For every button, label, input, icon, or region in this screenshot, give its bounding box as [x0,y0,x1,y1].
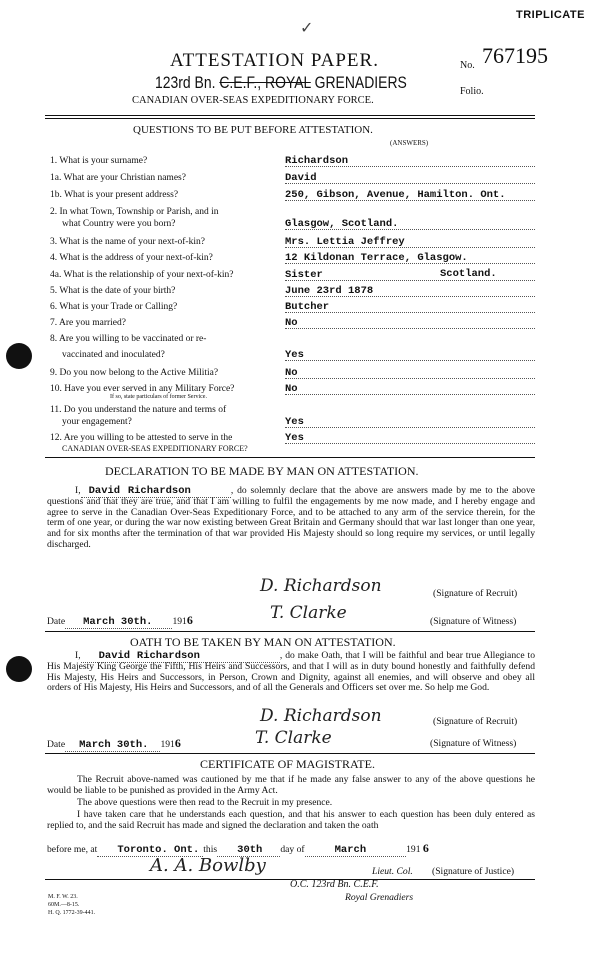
question-text: 7. Are you married? [50,318,126,328]
declaration-body: , do solemnly declare that the above are answers made by me to the above questions and that they are true, and that I am willing to fulfil the engagements by me now made, and I hereby engage and agree to serve in the Canadian Over-Seas Expeditionary Force, and to be attached to any arm of the service therein, for the term of one year, or during the war now existing between Great Britain and Germany should that war last longer than one year, and for six months after the termination of that war provided His Majesty should so long require my services, or until legally discharged. [47,485,535,550]
question-text: 9. Do you now belong to the Active Militia? [50,368,219,378]
attestation-day: 30th [217,844,280,857]
form-code: H. Q. 1772-39-441. [48,910,96,916]
answer-field: No [285,317,298,329]
number-label: No. [460,60,475,71]
attestation-month: March [305,844,407,857]
answer-field: Yes [285,432,304,444]
oath-recruit-signature-label: (Signature of Recruit) [433,716,518,727]
answer-field: Yes [285,416,304,428]
commanding-unit: Royal Grenadiers [345,892,414,903]
form-code: M. F. W. 23. [48,894,78,900]
answers-label: (ANSWERS) [390,139,429,147]
date-label: Date [47,616,66,627]
declaration-text [47,486,535,551]
question-text-cont: vaccinated and inoculated? [62,350,165,360]
question-text: 1a. What are your Christian names? [50,173,186,183]
answer-field: David [285,172,317,184]
answer-field: Mrs. Lettia Jeffrey [285,236,405,248]
unit-struck: C.E.F., ROYAL [219,73,311,92]
question-text: 10. Have you ever served in any Military Force? [50,384,235,394]
oath-year-digit: 6 [174,736,181,750]
commanding-officer: O.C. 123rd Bn. C.E.F. [290,879,379,890]
oath-date: March 30th. [65,739,160,752]
form-code: 60M.—8-15. [48,902,80,908]
punch-hole [6,656,32,682]
certificate-p2: The above questions were then read to the Recruit in my presence. [77,797,333,808]
question-text: 1b. What is your present address? [50,190,179,200]
answer-dotted-line [285,394,535,395]
declaration-date-line [47,615,193,628]
cert-year-digit: 6 [422,841,429,855]
justice-rank: Lieut. Col. [372,866,413,877]
question-text: 1. What is your surname? [50,156,148,166]
answer-field: Richardson [285,155,349,167]
unit-line [155,73,407,93]
recruit-signature-label: (Signature of Recruit) [433,588,518,599]
oath-text [47,651,535,694]
answer-dotted-line [285,360,535,361]
witness-signature-label: (Signature of Witness) [430,616,517,627]
declaration-date: March 30th. [65,616,172,629]
day-of-label: day of [280,844,305,855]
question-text: 3. What is the name of your next-of-kin? [50,237,205,247]
question-text: 4a. What is the relationship of your next-of-kin? [50,270,234,280]
oath-body: , do make Oath, that I will be faithful and bear true Allegiance to His Majesty King George the Fifth, His Heirs and Successors, and that I will as in duty bound honestly and faithfully defend His Majesty, His Heirs and Successors, in Person, Crown and Dignity, against all enemies, and will observe and obey all orders of His Majesty, His Heirs and Successors, and of all the Generals and Officers set over me. So help me God. [47,650,535,694]
answer-field: Yes [285,349,304,361]
answer-field: Glasgow, Scotland. [285,218,399,230]
question-text-cont: If so, state particulars of former Service. [110,394,207,400]
question-text: 4. What is the address of your next-of-kin? [50,253,213,263]
answer-dotted-line [285,378,535,379]
answer-field: June 23rd 1878 [285,285,374,297]
folio-label: Folio. [460,86,484,97]
witness-signature: T. Clarke [270,603,347,623]
questions-title: QUESTIONS TO BE PUT BEFORE ATTESTATION. [133,124,373,136]
justice-signature-label: (Signature of Justice) [432,866,515,877]
question-text-cont: CANADIAN OVER-SEAS EXPEDITIONARY FORCE? [62,444,248,453]
attestation-place: Toronto. Ont. [97,844,203,857]
question-text-cont: your engagement? [62,417,132,427]
answer-field: Sister [285,269,323,281]
certificate-p1: The Recruit above-named was cautioned by me that if he made any false answer to any of the above questions he would be liable to be punished as provided in the Army Act. [47,774,535,796]
certificate-p3: I have taken care that he understands each question, and that his answer to each question has been duly entered as replied to, and the said Recruit has made and signed the declaration and taken the oath [47,809,535,831]
answer-field: No [285,367,298,379]
oath-date-label: Date [47,739,66,750]
check-mark-icon: ✓ [300,20,314,37]
answer-field: 12 Kildonan Terrace, Glasgow. [285,252,468,264]
before-label: before me, at [47,844,98,855]
declaration-pre: I, [75,485,81,496]
page-title: ATTESTATION PAPER. [170,50,379,71]
punch-hole [6,343,32,369]
year-prefix: 191 [172,616,187,627]
attestation-number: 767195 [482,43,548,68]
question-text: 8. Are you willing to be vaccinated or re- [50,334,207,344]
oath-title: OATH TO BE TAKEN BY MAN ON ATTESTATION. [130,635,396,649]
question-text: 2. In what Town, Township or Parish, and in [50,207,219,217]
declaration-title: DECLARATION TO BE MADE BY MAN ON ATTESTATION. [105,464,419,478]
year-digit: 6 [186,613,193,627]
answer-dotted-line [285,328,535,329]
question-text-cont: what Country were you born? [62,219,176,229]
cert-year-prefix: 191 [406,844,421,855]
recruit-name: David Richardson [81,485,231,498]
oath-witness-signature-label: (Signature of Witness) [430,738,517,749]
question-text: 12. Are you willing to be attested to serve in the [50,433,233,443]
oath-witness-signature: T. Clarke [255,728,332,748]
oath-year-prefix: 191 [160,739,175,750]
recruit-signature: D. Richardson [260,576,382,596]
answer-dotted-line [285,427,535,428]
oath-recruit-signature: D. Richardson [260,706,382,726]
oath-date-line [47,738,181,751]
answer-dotted-line [285,183,535,184]
this-label: this [203,844,218,855]
copy-mark: TRIPLICATE [516,9,585,21]
answer-field: 250, Gibson, Avenue, Hamilton. Ont. [285,189,506,201]
answer-field: Butcher [285,301,330,313]
unit-prefix: 123rd Bn. [155,73,216,92]
answer-dotted-line [285,443,535,444]
question-text: 5. What is the date of your birth? [50,286,176,296]
answer-field: No [285,383,298,395]
force-name: CANADIAN OVER-SEAS EXPEDITIONARY FORCE. [132,95,374,106]
oath-pre: I, [75,650,81,661]
unit-suffix: GRENADIERS [314,73,407,92]
answer-field-cont: Scotland. [440,268,497,280]
oath-recruit-name: David Richardson [81,650,280,663]
question-text: 11. Do you understand the nature and terms of [50,405,227,415]
question-text: 6. What is your Trade or Calling? [50,302,178,312]
certificate-title: CERTIFICATE OF MAGISTRATE. [200,757,375,771]
justice-signature: A. A. Bowlby [150,855,266,876]
